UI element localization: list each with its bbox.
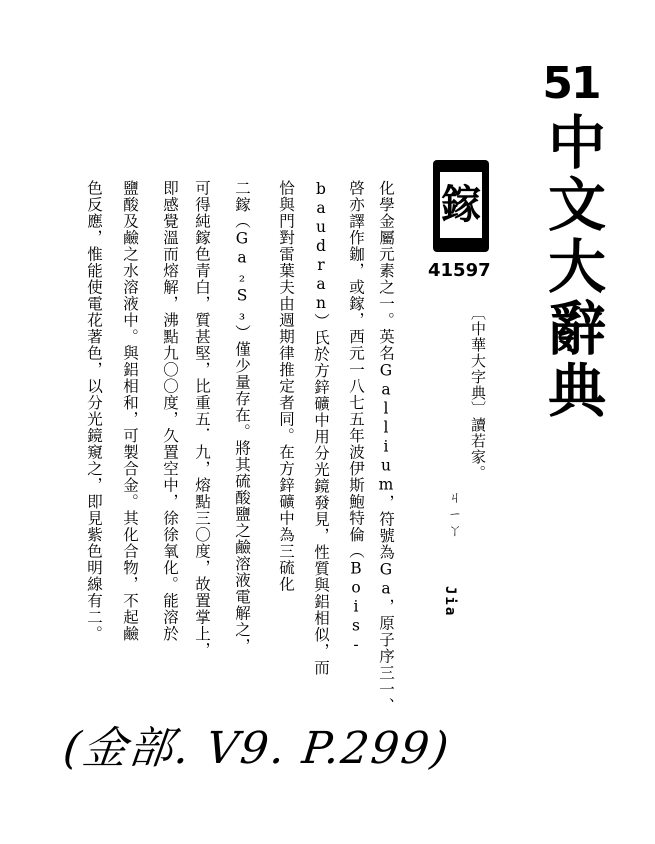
body-column: 恰與門對雷葉夫由週期律推定者同。在方鋅礦中為三硫化 (277, 180, 295, 593)
headword: 鎵 (440, 172, 482, 238)
body-column: 可得純鎵色青白，質甚堅，比重五．九，熔點三〇度，故置掌上， (193, 180, 211, 659)
entry-number: 41597 (428, 260, 491, 281)
body-column: 色反應，惟能使電花著色，以分光鏡窺之，即見紫色明線有二。 (85, 180, 103, 642)
dictionary-title: 中文大辭典 (538, 112, 606, 422)
zhuyin-reading: ㄐㄧㄚ (446, 490, 462, 542)
body-column: baudran）氏於方鋅礦中用分光鏡發見，性質與鋁相似，而 (312, 180, 330, 676)
source-citation: 〔中華大字典〕讀若家。 (469, 305, 487, 481)
body-column: 啓亦譯作鉫，或鎵，西元一八七五年波伊斯鮑特倫（Bois- (347, 180, 365, 655)
body-column: 即感覺溫而熔解，沸點九〇〇度，久置空中，徐徐氧化。能溶於 (161, 180, 179, 642)
handwritten-annotation: (金部. V9. P.299) (60, 723, 453, 774)
romanization: Jia (442, 586, 458, 618)
body-column: 二鎵（Ga₂S₃）僅少量存在。將其硫酸鹽之鹼溶液電解之， (233, 180, 251, 655)
body-column: 化學金屬元素之一。英名Gallium，符號為Ga，原子序三一、 (377, 180, 395, 714)
body-column: 鹽酸及鹼之水溶液中。與鋁相和，可製合金。其化合物，不起鹼 (121, 180, 139, 642)
volume-number: 51 (542, 58, 600, 109)
